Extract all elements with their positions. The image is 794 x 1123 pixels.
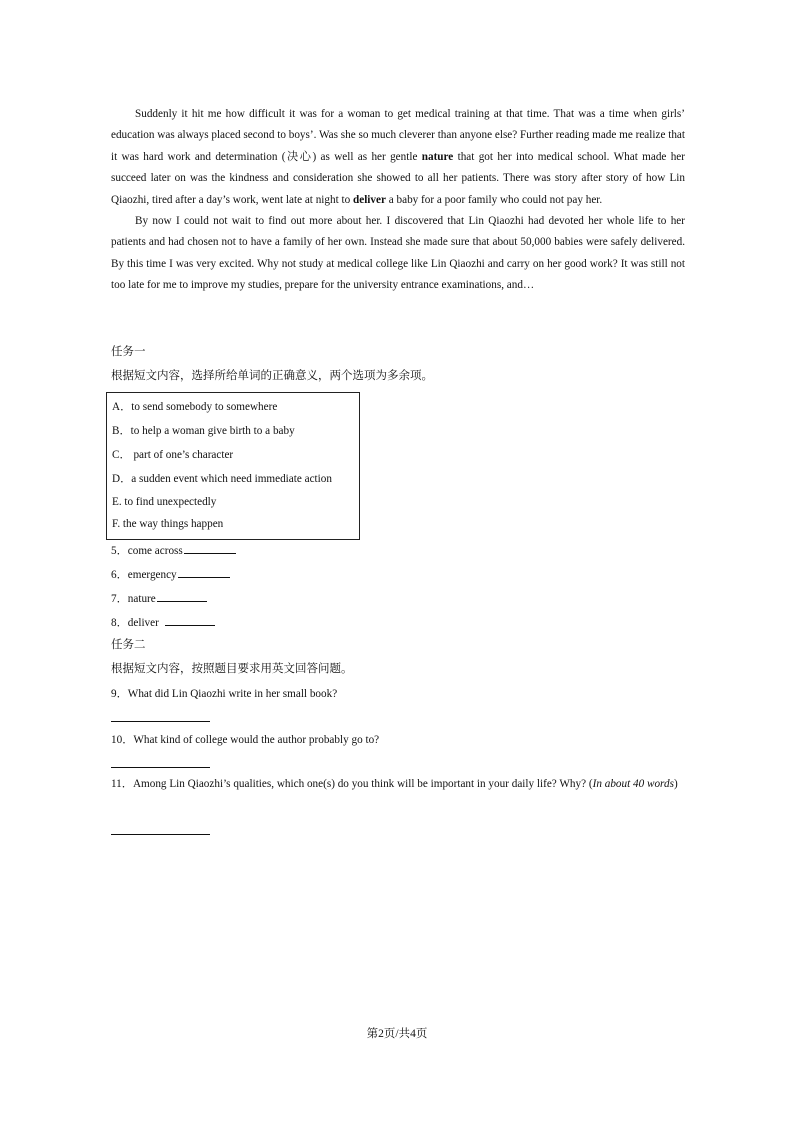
question-5	[111, 543, 236, 558]
question-6	[111, 567, 230, 582]
page-number: 第2页/共4页	[366, 1028, 428, 1040]
passage-text: Suddenly it hit me how difficult it was for a woman to get medical training at that time. That was a time when girls’ education was always placed second to boys’. Was she so much cleverer than anyone else? Further reading made me realize that it was hard work and determination (决心) as well as her gentle	[111, 108, 685, 163]
answer-blank-8[interactable]	[165, 615, 215, 626]
question-11	[111, 773, 685, 795]
question-10: 10．What kind of college would the author probably go to?	[111, 734, 380, 746]
bold-word-deliver: deliver	[353, 193, 386, 206]
answer-blank-7[interactable]	[157, 591, 207, 602]
question-text: 6．emergency	[111, 569, 177, 581]
question-text: 11．Among Lin Qiaozhi’s qualities, which one(s) do you think will be important in your daily life? Why? (	[111, 778, 593, 790]
bold-word-nature: nature	[421, 150, 454, 163]
answer-line-11[interactable]	[111, 834, 210, 835]
passage-text: a baby for a poor family who could not pay her.	[385, 193, 603, 206]
option-a: A．to send somebody to somewhere	[112, 401, 278, 413]
question-9: 9．What did Lin Qiaozhi write in her small book?	[111, 688, 338, 700]
question-text: 8．deliver	[111, 617, 165, 629]
options-box	[106, 392, 360, 540]
question-7	[111, 591, 207, 606]
option-b: B．to help a woman give birth to a baby	[112, 425, 295, 437]
passage-text: that got her into medical school. What made her succeed later on was the kindness and consideration she showed to all her patients. There was story after story of how Lin Qiaozhi, tired after a day’s work, went late at night to	[111, 150, 685, 206]
answer-line-10[interactable]	[111, 767, 210, 768]
answer-blank-6[interactable]	[178, 567, 230, 578]
option-c: C． part of one’s character	[112, 449, 234, 461]
question-text: 7．nature	[111, 593, 156, 605]
option-e: E. to find unexpectedly	[112, 496, 217, 508]
question-8	[111, 615, 215, 630]
task1-label: 任务一	[111, 346, 146, 358]
answer-blank-5[interactable]	[184, 543, 236, 554]
task2-label: 任务二	[111, 639, 146, 651]
task2-instruction: 根据短文内容，按照题目要求用英文回答问题。	[111, 663, 353, 675]
answer-line-9[interactable]	[111, 721, 210, 722]
question-text: 5．come across	[111, 545, 183, 557]
passage-paragraph-2: By now I could not wait to find out more about her. I discovered that Lin Qiaozhi had devoted her whole life to her patients and had chosen not to have a family of her own. Instead she made sure that about 50,000 babies were safely delivered. By this time I was very excited. Why not study at medical college like Lin Qiaozhi and carry on her good work? It was still not too late for me to improve my studies, prepare for the university entrance examinations, and…	[111, 215, 685, 292]
word-limit-note: In about 40 words	[592, 778, 674, 790]
question-text: )	[673, 778, 678, 790]
option-f: F. the way things happen	[112, 518, 224, 530]
reading-passage	[111, 104, 685, 297]
option-d: D．a sudden event which need immediate action	[112, 473, 332, 485]
task1-instruction: 根据短文内容，选择所给单词的正确意义，两个选项为多余项。	[111, 370, 433, 382]
passage-paragraph-1	[111, 104, 685, 211]
